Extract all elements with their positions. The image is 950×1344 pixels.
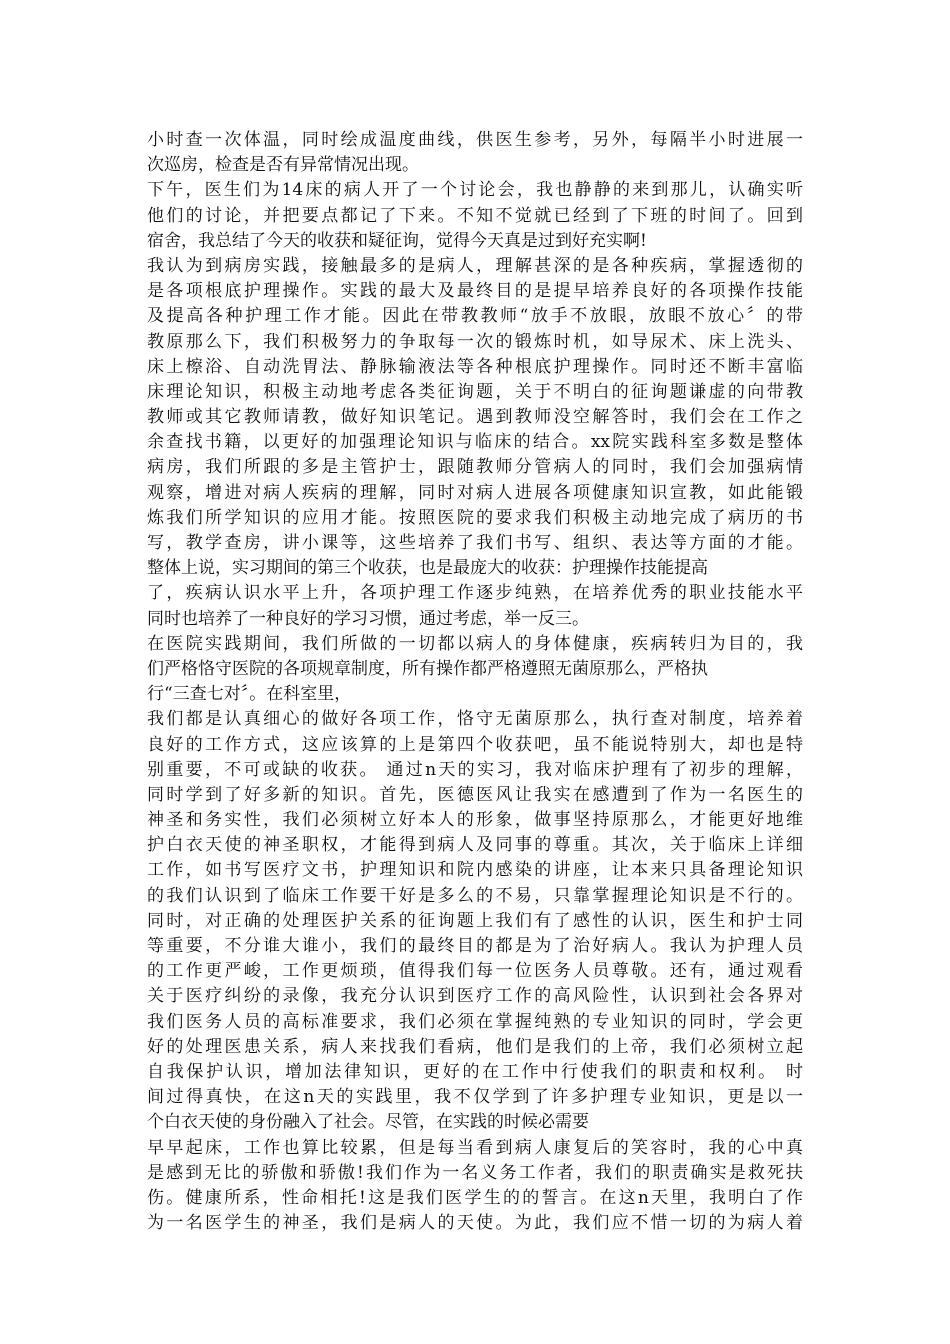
text-line: 间过得真快，在这n天的实践里，我不仅学到了许多护理专业知识，更是以一 <box>147 1087 803 1108</box>
text-line: 是各项根底护理操作。实践的最大及最终目的是提早培养良好的各项操作技能 <box>147 281 803 302</box>
text-line: 观察，增进对病人疾病的理解，同时对病人进展各项健康知识宣教，如此能锻 <box>147 482 803 503</box>
text-line: 是感到无比的骄傲和骄傲!我们作为一名义务工作者，我们的职责确实是救死扶 <box>147 1162 803 1183</box>
text-line: 自我保护认识，增加法律知识，更好的在工作中行使我们的职责和权利。 时 <box>147 1061 803 1082</box>
text-line: 在医院实践期间，我们所做的一切都以病人的身体健康，疾病转归为目的，我 <box>147 633 803 654</box>
text-line: 炼我们所学知识的应用才能。按照医院的要求我们积极主动地完成了病历的书 <box>147 507 803 528</box>
text-line: 次巡房，检查是否有异常情况出现。 <box>147 155 419 176</box>
text-line: 床上檫浴、自动洗胃法、静脉输液法等各种根底护理操作。同时还不断丰富临 <box>147 356 803 377</box>
text-line: 早早起床，工作也算比较累，但是每当看到病人康复后的笑容时，我的心中真 <box>147 1137 803 1158</box>
text-line: 宿舍，我总结了今天的收获和疑征询，觉得今天真是过到好充实啊! <box>147 230 647 251</box>
text-line: 为一名医学生的神圣，我们是病人的天使。为此，我们应不惜一切的为病人着 <box>147 1213 803 1234</box>
text-line: 同时，对正确的处理医护关系的征询题上我们有了感性的认识，医生和护士同 <box>147 910 803 931</box>
text-line: 余查找书籍，以更好的加强理论知识与临床的结合。xx院实践科室多数是整体 <box>147 432 803 453</box>
text-line: 我们都是认真细心的做好各项工作，恪守无菌原那么，执行查对制度，培养着 <box>147 709 803 730</box>
text-line: 同时学到了好多新的知识。首先，医德医风让我实在感遭到了作为一名医生的 <box>147 784 803 805</box>
text-line: 教原那么下，我们积极努力的争取每一次的锻炼时机，如导尿术、床上洗头、 <box>147 331 803 352</box>
text-line: 同时也培养了一种良好的学习习惯，通过考虑，举一反三。 <box>147 608 589 629</box>
text-line: 等重要，不分谁大谁小，我们的最终目的都是为了治好病人。我认为护理人员 <box>147 936 803 956</box>
text-line: 小时查一次体温，同时绘成温度曲线，供医生参考，另外，每隔半小时进展一 <box>147 130 803 150</box>
text-line: 别重要，不可或缺的收获。 通过n天的实习，我对临床护理有了初步的理解， <box>147 759 803 780</box>
text-line: 们严格恪守医院的各项规章制度，所有操作都严格遵照无菌原那么，严格执 <box>147 658 708 679</box>
text-line: 他们的讨论，并把要点都记了下来。不知不觉就已经到了下班的时间了。回到 <box>147 205 803 226</box>
text-line: 好的处理医患关系，病人来找我们看病，他们是我们的上帝，我们必须树立起 <box>147 1036 803 1057</box>
text-line: 的工作更严峻，工作更烦琐，值得我们每一位医务人员尊敬。还有，通过观看 <box>147 961 803 982</box>
document-body-text <box>147 128 803 1236</box>
text-line: 整体上说，实习期间的第三个收获，也是最庞大的收获：护理操作技能提高 <box>147 558 708 579</box>
text-line: 神圣和务实性，我们必须树立好本人的形象，做事坚持原那么，才能更好地维 <box>147 810 803 831</box>
text-line: 床理论知识，积极主动地考虑各类征询题，关于不明白的征询题谦虚的向带教 <box>147 381 803 402</box>
text-line: 护白衣天使的神圣职权，才能得到病人及同事的尊重。其次，关于临床上详细 <box>147 835 803 856</box>
text-line: 良好的工作方式，这应该算的上是第四个收获吧，虽不能说特别大，却也是特 <box>147 734 803 755</box>
text-line: 了，疾病认识水平上升，各项护理工作逐步纯熟，在培养优秀的职业技能水平 <box>147 583 803 604</box>
text-line: 的我们认识到了临床工作要干好是多么的不易，只靠掌握理论知识是不行的。 <box>147 885 803 906</box>
text-line: 我们医务人员的高标准要求，我们必须在掌握纯熟的专业知识的同时，学会更 <box>147 1011 803 1032</box>
text-line: 个白衣天使的身份融入了社会。尽管，在实践的时候必需要 <box>147 1112 589 1133</box>
text-line: 伤。健康所系，性命相托!这是我们医学生的的誓言。在这n天里，我明白了作 <box>147 1187 803 1208</box>
text-line: 行“三查七对〞。在科室里， <box>147 684 352 705</box>
text-line: 下午，医生们为14床的病人开了一个讨论会，我也静静的来到那儿，认确实听 <box>147 180 803 201</box>
text-line: 关于医疗纠纷的录像，我充分认识到医疗工作的高风险性，认识到社会各界对 <box>147 986 803 1007</box>
text-line: 教师或其它教师请教，做好知识笔记。遇到教师没空解答时，我们会在工作之 <box>147 407 803 428</box>
text-line: 我认为到病房实践，接触最多的是病人，理解甚深的是各种疾病，掌握透彻的 <box>147 255 803 276</box>
text-line: 写，教学查房，讲小课等，这些培养了我们书写、组织、表达等方面的才能。 <box>147 533 803 553</box>
text-line: 及提高各种护理工作才能。因此在带教教师“放手不放眼，放眼不放心〞的带 <box>147 306 803 327</box>
text-line: 工作，如书写医疗文书，护理知识和院内感染的讲座，让本来只具备理论知识 <box>147 860 803 881</box>
text-line: 病房，我们所跟的多是主管护士，跟随教师分管病人的同时，我们会加强病情 <box>147 457 803 478</box>
